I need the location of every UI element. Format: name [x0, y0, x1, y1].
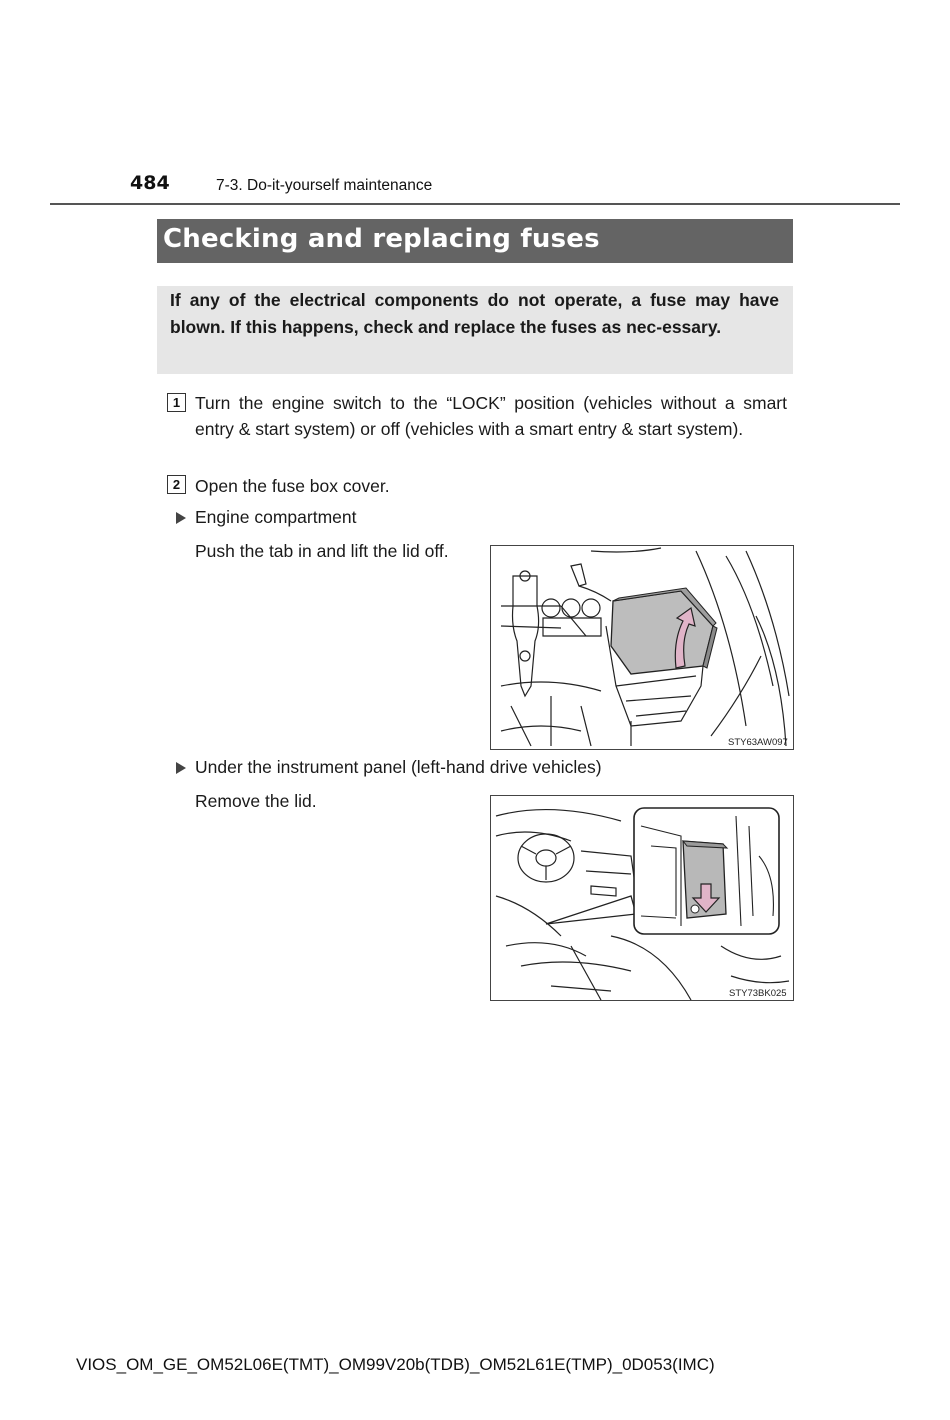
page-number: 484 — [130, 172, 170, 194]
step-number-2: 2 — [167, 475, 186, 494]
engine-fuse-box-figure — [490, 545, 794, 750]
instrument-panel-fuse-figure — [490, 795, 794, 1001]
instruction-engine: Push the tab in and lift the lid off. — [195, 541, 449, 561]
header-rule — [50, 203, 900, 205]
intro-text: If any of the electrical components do not operate, a fuse may have blown. If this happens, check and replace the fuses as nec-essary. — [170, 290, 779, 337]
footer-document-code: VIOS_OM_GE_OM52L06E(TMT)_OM99V20b(TDB)_OM52L61E(TMP)_0D053(IMC) — [76, 1355, 715, 1374]
instrument-panel-illustration — [491, 796, 793, 1000]
bullet-triangle-icon — [176, 512, 186, 524]
title-bar — [157, 219, 793, 263]
subsection-heading-instrument-panel: Under the instrument panel (left-hand drive vehicles) — [195, 757, 602, 777]
intro-box — [157, 286, 793, 374]
instruction-instrument-panel: Remove the lid. — [195, 791, 317, 811]
page-title: Checking and replacing fuses — [163, 224, 600, 254]
bullet-triangle-icon — [176, 762, 186, 774]
subsection-heading-engine: Engine compartment — [195, 507, 357, 527]
step-text-1: Turn the engine switch to the “LOCK” position (vehicles without a smart entry & start system) or off (vehicles with a smart entry & start system). — [195, 393, 787, 439]
step-number-1: 1 — [167, 393, 186, 412]
figure-code-instrument-panel: STY73BK025 — [729, 988, 787, 999]
engine-compartment-illustration — [491, 546, 793, 749]
figure-code-engine: STY63AW097 — [728, 737, 788, 748]
section-label: 7-3. Do-it-yourself maintenance — [216, 177, 433, 194]
step-text-2: Open the fuse box cover. — [195, 476, 390, 496]
